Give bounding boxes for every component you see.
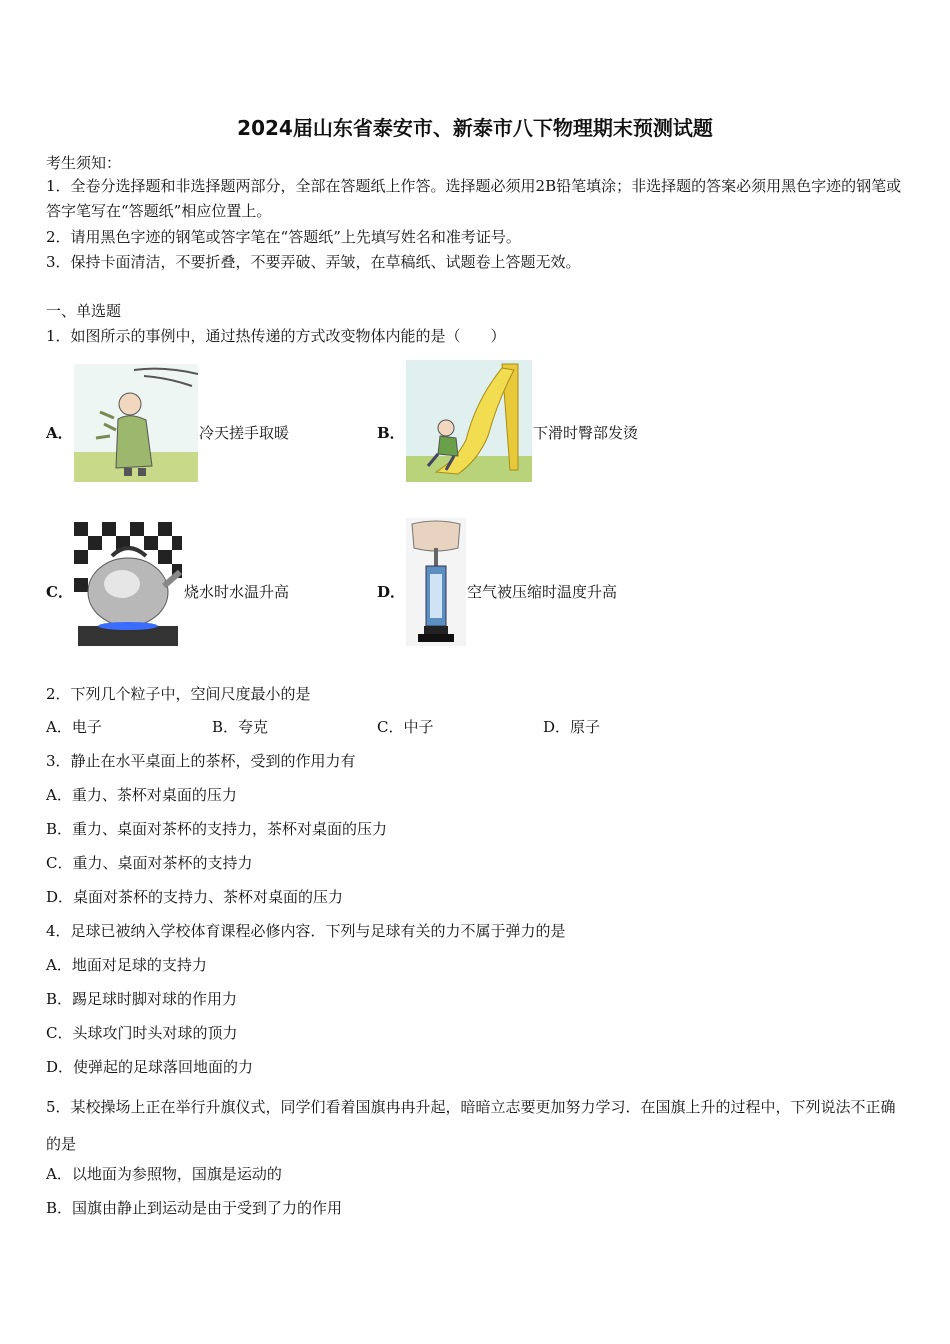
- q5-option-a: A．以地面为参照物，国旗是运动的: [46, 1165, 282, 1183]
- q1-option-c-letter: C．: [46, 583, 73, 601]
- q5-option-b: B．国旗由静止到运动是由于受到了力的作用: [46, 1199, 343, 1217]
- q1-option-b-letter: B．: [377, 424, 405, 442]
- section-heading: 一、单选题: [46, 302, 122, 320]
- question-5-stem: 5．某校操场上正在举行升旗仪式，同学们看着国旗冉冉升起，暗暗立志要更加努力学习．在国旗上升的过程中，下列说法不正确的是: [46, 1098, 896, 1153]
- q3-option-b: B．重力、桌面对茶杯的支持力，茶杯对桌面的压力: [46, 820, 388, 838]
- q1-option-a-letter: A．: [46, 424, 73, 442]
- q1-option-a-caption: 冷天搓手取暖: [199, 424, 290, 442]
- q3-option-d: D．桌面对茶杯的支持力、茶杯对桌面的压力: [46, 888, 344, 906]
- air-compression-syringe-image: [406, 518, 466, 646]
- q2-option-b: B．夸克: [212, 718, 269, 736]
- person-rubbing-hands-image: [74, 364, 198, 482]
- notice-item-2: 2．请用黑色字迹的钢笔或答字笔在“答题纸”上先填写姓名和准考证号。: [46, 228, 521, 246]
- q3-option-a: A．重力、茶杯对桌面的压力: [46, 786, 237, 804]
- notice-item-3: 3．保持卡面清洁，不要折叠，不要弄破、弄皱，在草稿纸、试题卷上答题无效。: [46, 253, 581, 271]
- question-1-stem: 1．如图所示的事例中，通过热传递的方式改变物体内能的是（ ）: [46, 327, 506, 345]
- q1-option-c-caption: 烧水时水温升高: [184, 583, 290, 601]
- kettle-on-stove-image: [74, 522, 182, 646]
- q4-option-b: B．踢足球时脚对球的作用力: [46, 990, 238, 1008]
- q4-option-a: A．地面对足球的支持力: [46, 956, 207, 974]
- notice-item-1: 1．全卷分选择题和非选择题两部分，全部在答题纸上作答。选择题必须用2B铅笔填涂；非选择题的答案必须用黑色字迹的钢笔或答字笔写在“答题纸”相应位置上。: [46, 177, 902, 220]
- q4-option-c: C．头球攻门时头对球的顶力: [46, 1024, 238, 1042]
- q2-option-d: D．原子: [543, 718, 601, 736]
- page-title: 2024届山东省泰安市、新泰市八下物理期末预测试题: [237, 116, 713, 140]
- q1-option-d-caption: 空气被压缩时温度升高: [467, 583, 618, 601]
- notice-heading: 考生须知：: [46, 154, 122, 172]
- q2-option-c: C．中子: [377, 718, 434, 736]
- question-3-stem: 3．静止在水平桌面上的茶杯，受到的作用力有: [46, 752, 356, 770]
- q1-option-d-letter: D．: [377, 583, 406, 601]
- q4-option-d: D．使弹起的足球落回地面的力: [46, 1058, 254, 1076]
- child-on-slide-image: [406, 360, 532, 482]
- q2-option-a: A．电子: [46, 718, 102, 736]
- question-4-stem: 4．足球已被纳入学校体育课程必修内容．下列与足球有关的力不属于弹力的是: [46, 922, 566, 940]
- question-2-stem: 2．下列几个粒子中，空间尺度最小的是: [46, 685, 311, 703]
- q3-option-c: C．重力、桌面对茶杯的支持力: [46, 854, 253, 872]
- q1-option-b-caption: 下滑时臀部发烫: [533, 424, 639, 442]
